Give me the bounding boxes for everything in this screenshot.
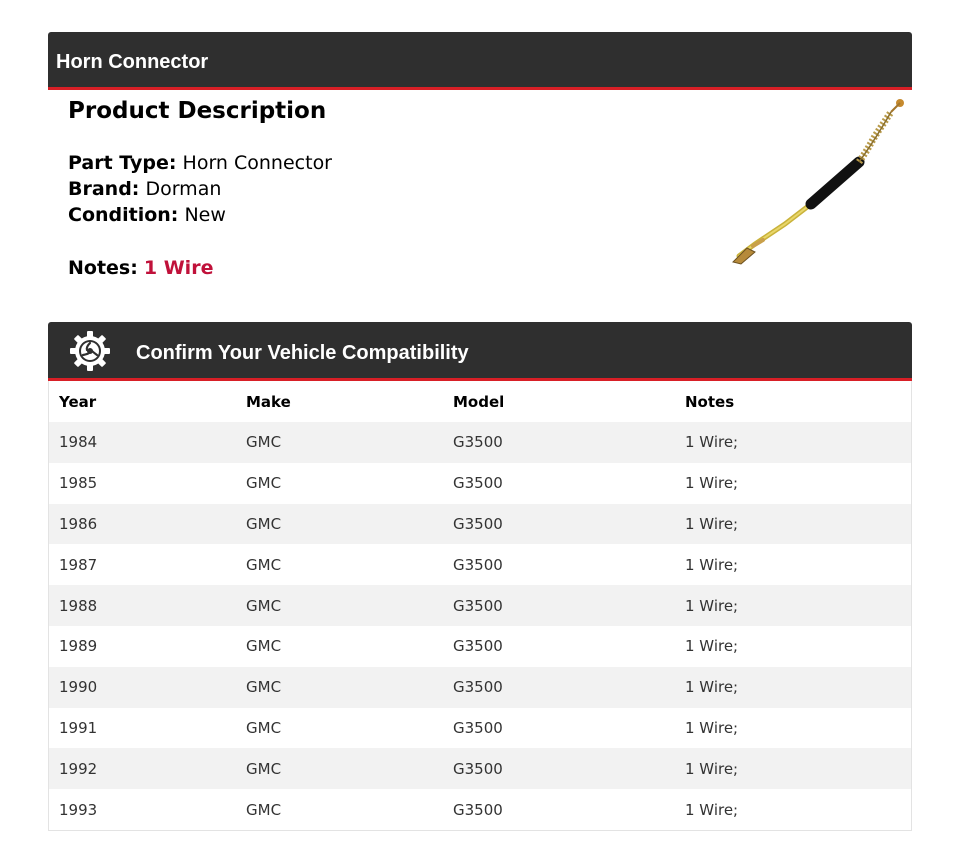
column-header-notes: Notes — [685, 392, 735, 411]
cell-make: GMC — [246, 596, 282, 615]
cell-make: GMC — [246, 514, 282, 533]
table-row — [49, 789, 911, 830]
column-header-make: Make — [246, 392, 291, 411]
description-heading: Product Description — [68, 98, 327, 124]
cell-year: 1991 — [59, 718, 98, 737]
part-type-value: Horn Connector — [182, 152, 332, 174]
cell-notes: 1 Wire; — [685, 800, 739, 819]
gear-icon — [69, 330, 111, 372]
cell-year: 1989 — [59, 637, 98, 656]
cell-notes: 1 Wire; — [685, 555, 739, 574]
cell-year: 1984 — [59, 433, 98, 452]
product-title: Horn Connector — [56, 51, 209, 73]
table-row — [49, 626, 911, 667]
table-row — [49, 544, 911, 585]
table-row — [49, 748, 911, 789]
cell-make: GMC — [246, 637, 282, 656]
column-header-model: Model — [453, 392, 505, 411]
cell-notes: 1 Wire; — [685, 474, 739, 493]
brand-label: Brand: — [68, 178, 140, 200]
cell-model: G3500 — [453, 514, 503, 533]
compatibility-title: Confirm Your Vehicle Compatibility — [136, 342, 469, 364]
cell-year: 1990 — [59, 678, 98, 697]
cell-make: GMC — [246, 474, 282, 493]
table-row — [49, 422, 911, 463]
cell-model: G3500 — [453, 759, 503, 778]
brand-row — [68, 176, 668, 202]
condition-label: Condition: — [68, 204, 179, 226]
cell-notes: 1 Wire; — [685, 678, 739, 697]
part-type-row — [68, 150, 668, 176]
table-row — [49, 504, 911, 545]
cell-model: G3500 — [453, 718, 503, 737]
cell-model: G3500 — [453, 678, 503, 697]
notes-value: 1 Wire — [143, 257, 214, 279]
compatibility-header — [48, 322, 912, 381]
cell-year: 1988 — [59, 596, 98, 615]
cell-year: 1985 — [59, 474, 98, 493]
part-type-label: Part Type: — [68, 152, 177, 174]
cell-year: 1986 — [59, 514, 98, 533]
table-row — [49, 708, 911, 749]
cell-notes: 1 Wire; — [685, 514, 739, 533]
cell-model: G3500 — [453, 596, 503, 615]
notes-label: Notes: — [68, 257, 138, 279]
cell-make: GMC — [246, 800, 282, 819]
cell-notes: 1 Wire; — [685, 433, 739, 452]
compatibility-table-wrap — [48, 381, 912, 831]
cell-notes: 1 Wire; — [685, 718, 739, 737]
table-header-row — [49, 381, 911, 422]
cell-notes: 1 Wire; — [685, 637, 739, 656]
horn-connector-image — [725, 96, 907, 266]
cell-notes: 1 Wire; — [685, 596, 739, 615]
cell-make: GMC — [246, 678, 282, 697]
cell-model: G3500 — [453, 433, 503, 452]
table-row — [49, 585, 911, 626]
cell-year: 1987 — [59, 555, 98, 574]
product-title-bar — [48, 32, 912, 90]
notes-row — [68, 255, 668, 281]
cell-year: 1993 — [59, 800, 98, 819]
cell-make: GMC — [246, 718, 282, 737]
cell-model: G3500 — [453, 555, 503, 574]
cell-year: 1992 — [59, 759, 98, 778]
product-description — [68, 96, 668, 281]
cell-notes: 1 Wire; — [685, 759, 739, 778]
table-row — [49, 463, 911, 504]
column-header-year: Year — [59, 392, 97, 411]
table-row — [49, 667, 911, 708]
cell-model: G3500 — [453, 474, 503, 493]
condition-row — [68, 202, 668, 228]
condition-value: New — [184, 204, 226, 226]
cell-model: G3500 — [453, 800, 503, 819]
cell-make: GMC — [246, 433, 282, 452]
compatibility-table — [49, 381, 911, 830]
brand-value: Dorman — [145, 178, 222, 200]
cell-make: GMC — [246, 555, 282, 574]
cell-make: GMC — [246, 759, 282, 778]
cell-model: G3500 — [453, 637, 503, 656]
